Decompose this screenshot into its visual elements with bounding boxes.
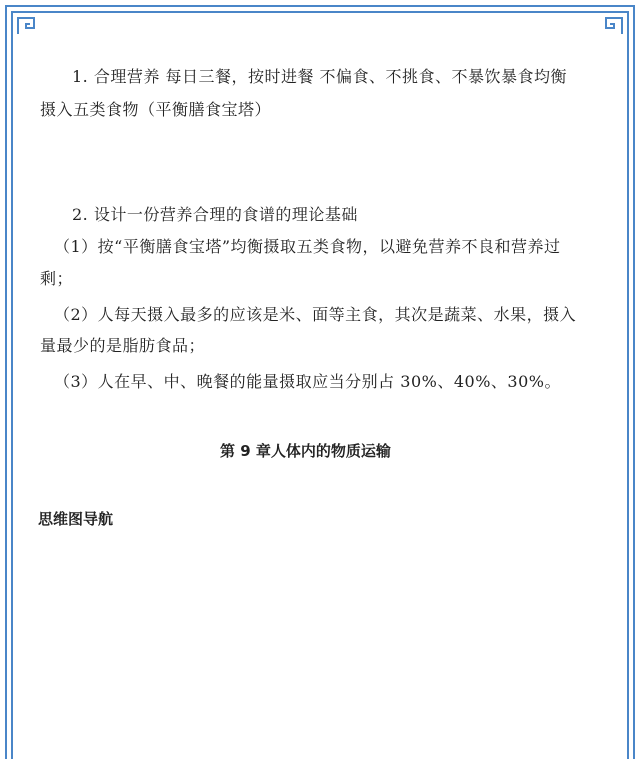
section2-item2-line2: 量最少的是脂肪食品；: [40, 336, 206, 355]
section2-title: 2. 设计一份营养合理的食谱的理论基础: [72, 205, 358, 224]
mindmap-label: 思维图导航: [38, 510, 114, 528]
section2-item2-line1: （2）人每天摄入最多的应该是米、面等主食，其次是蔬菜、水果，摄入: [54, 305, 577, 324]
chapter-title: 第 9 章人体内的物质运输: [220, 442, 391, 460]
section2-item1-line2: 剩；: [40, 269, 74, 288]
section2-item3-line1: （3）人在早、中、晚餐的能量摄取应当分别占 30%、40%、30%。: [54, 372, 561, 391]
section2-item1-line1: （1）按“平衡膳食宝塔”均衡摄取五类食物，以避免营养不良和营养过: [54, 237, 561, 256]
section1-line1: 1. 合理营养 每日三餐，按时进餐 不偏食、不挑食、不暴饮暴食均衡: [72, 67, 568, 86]
section1-line2: 摄入五类食物（平衡膳食宝塔）: [40, 100, 272, 119]
